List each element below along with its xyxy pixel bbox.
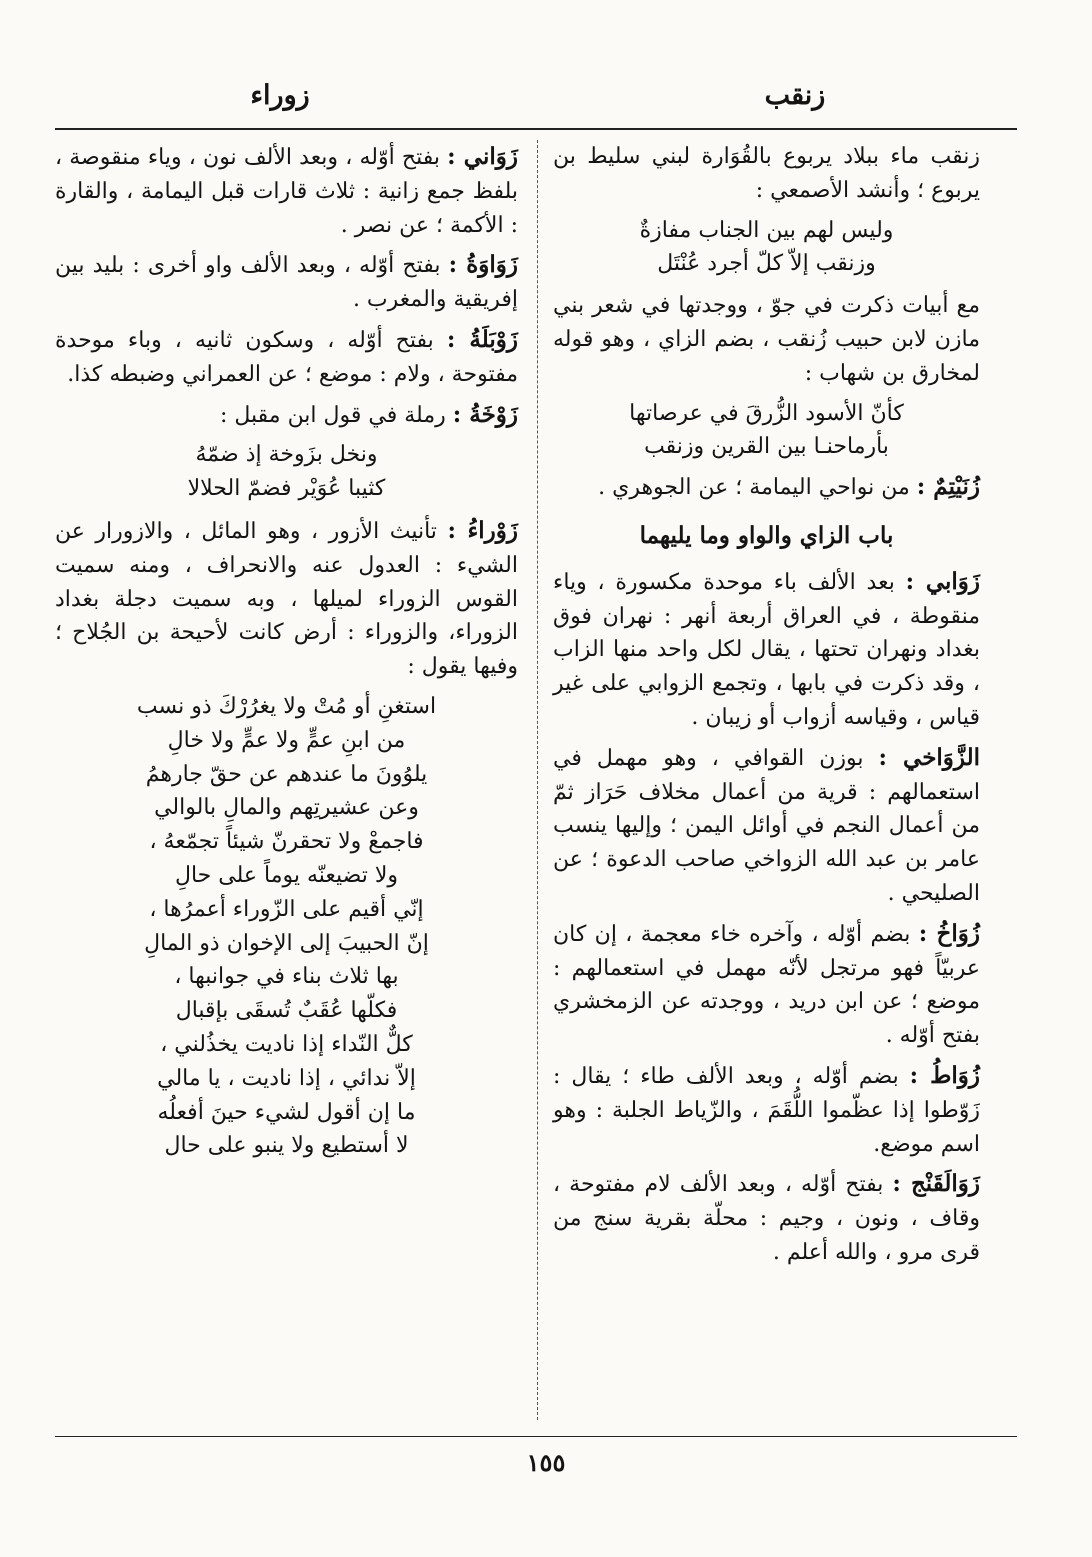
verse-line: بها ثلاث بناء في جوانبها ، — [174, 964, 399, 990]
verse-line: بأرماحنـا بين القرين وزنقب — [644, 434, 889, 460]
entry-text: بوزن القوافي ، وهو مهمل في استعمالهم : قرية من أعمال مخلاف حَرَاز ثمّ من أعمال النجم في أوائل اليمن ؛ وإليها ينسب عامر بن عبد الله الزواخي صاحب الدعوة ؛ عن الصليحي . — [553, 745, 980, 906]
entry-text: بفتح أوّله ، وبعد الألف واو أخرى : بليد بين إفريقية والمغرب . — [55, 253, 518, 313]
entry-text: مع أبيات ذكرت في جوّ ، ووجدتها في شعر بني مازن لابن حبيب زُنقب ، بضم الزاي ، وهو قوله لمخارق بن شهاب : — [553, 293, 980, 386]
entry-headword: زَوَاوَةُ : — [448, 251, 518, 279]
entry-zawra — [55, 514, 518, 684]
verse-line: كلٌّ النّداء إذا ناديت يخذُلني ، — [160, 1031, 413, 1057]
entry-zawani — [55, 140, 518, 242]
entry-headword: زَوَالَقَنْج : — [892, 1170, 980, 1198]
entry-text: بعد الألف باء موحدة مكسورة ، وياء منقوطة ، في العراق أربعة أنهر : نهران فوق بغداد ونهران تحتها ، يقال لكل واحد منها الزاب ، وقد ذكرت في بابها ، وتجمع الزوابي على غير قياس ، وقياسه أزواب أو زيبان . — [553, 569, 980, 730]
footer-rule — [55, 1436, 1017, 1437]
verse-line: يلوُونَ ما عندهم عن حقّ جارهمُ — [145, 761, 428, 787]
entry-text: زنقب ماء ببلاد يربوع بالقُوَارة لبني سليط بن يربوع ؛ وأنشد الأصمعي : — [553, 144, 980, 203]
entry-text: بفتح أوّله ، وبعد الألف نون ، وياء منقوصة ، بلفظ جمع زانية : ثلاث قارات قبل اليمامة ، والقارة : الأكمة ؛ عن نصر . — [55, 145, 518, 238]
verse-block — [55, 438, 518, 506]
verse-line: استغنِ أو مُتْ ولا يغرُرْكَ ذو نسب — [136, 693, 437, 719]
verse-line: إلاّ ندائي ، إذا ناديت ، يا مالي — [157, 1065, 416, 1091]
entry-zawbala — [55, 323, 518, 392]
entry-zawkha — [55, 398, 518, 433]
entry-text: بفتح أوّله ، وسكون ثانيه ، وباء موحدة مفتوحة ، ولام : موضع ؛ عن العمراني وضبطه كذا. — [55, 327, 518, 387]
entry-headword: زَوَابي : — [905, 567, 980, 595]
entry-headword: زُوَاخُ : — [918, 919, 980, 947]
verse-line: من ابنِ عمٍّ ولا عمٍّ ولا خالِ — [167, 727, 406, 753]
verse-block — [553, 214, 980, 282]
entry-znqb — [553, 140, 980, 208]
verse-line: كأنّ الأسود الزُّرقَ في عرصاتها — [629, 400, 904, 426]
entry-headword: زَوْراءُ : — [447, 516, 518, 544]
verse-line: ونخل بزَوخة إذ ضمّهُ — [195, 442, 378, 468]
verse-line: وعن عشيرتِهم والمالِ بالوالي — [154, 795, 419, 821]
entry-zawakhi — [553, 741, 980, 911]
entry-zawalqanj — [553, 1167, 980, 1269]
entry-text: بضم أوّله ، وآخره خاء معجمة ، إن كان عربيّاً فهو مرتجل لأنّه مهمل في استعمالهم : موضع ؛ عن ابن دريد ، ووجدته عن الزمخشري بفتح أوّله . — [553, 921, 980, 1049]
right-column — [553, 140, 980, 1276]
entry-text: رملة في قول ابن مقبل : — [219, 402, 446, 428]
entry-headword: زَوَاني : — [447, 143, 518, 170]
verse-line: لا أستطيع ولا ينبو على حال — [164, 1133, 409, 1159]
entry-zuwat — [553, 1059, 980, 1161]
entry-headword: زَوْبَلَةُ : — [446, 325, 518, 353]
entry-headword: زُنَيْتِمٌ : — [916, 473, 980, 501]
verse-line: فاجمعْ ولا تحقرنّ شيئاً تجمّعهُ ، — [149, 829, 424, 855]
verse-line: ما إن أقول لشيء حينَ أفعلُه — [157, 1099, 416, 1125]
section-title: باب الزاي والواو وما يليهما — [639, 521, 894, 549]
page-number: ١٥٥ — [526, 1448, 566, 1477]
entry-zawabi — [553, 565, 980, 735]
verse-block — [553, 397, 980, 465]
entry-znaytim — [553, 470, 980, 505]
verse-line: إنّي أقيم على الزّوراء أعمرُها ، — [149, 896, 424, 922]
entry-headword: زَوْخَةُ : — [452, 400, 518, 428]
verse-line: وليس لهم بين الجناب مفازةٌ — [639, 217, 894, 243]
running-head-left: زوراء — [250, 80, 310, 111]
entry-headword: زُوَاطُ : — [909, 1061, 980, 1089]
entry-text-continued — [553, 289, 980, 390]
verse-line: فكلّها عُقَبٌ تُسقَى بإقبال — [175, 998, 398, 1024]
entry-zuwakh — [553, 917, 980, 1053]
column-divider — [537, 140, 538, 1420]
entry-text: من نواحي اليمامة ؛ عن الجوهري . — [598, 475, 910, 501]
entry-headword: الزَّوَاخي : — [878, 743, 980, 771]
running-head-right: زنقب — [764, 80, 826, 111]
verse-line: إنّ الحبيبَ إلى الإخوان ذو المالِ — [144, 930, 429, 956]
left-column — [55, 140, 518, 1163]
entry-zawawa — [55, 248, 518, 317]
verse-line: كثيبا عُوَيْر فضمّ الحلالا — [187, 476, 386, 502]
verse-line: ولا تضيعنّه يوماً على حالِ — [174, 862, 399, 888]
verse-block — [55, 690, 518, 1163]
entry-text: بفتح أوّله ، وبعد الألف لام مفتوحة ، وقاف ، ونون ، وجيم : محلّة بقرية سنج من قرى مرو ، والله أعلم . — [553, 1172, 980, 1265]
entry-text: بضم أوّله ، وبعد الألف طاء ؛ يقال : زَوّطوا إذا عظّموا اللُّقَمَ ، والزّياط الجلبة : وهو اسم موضع. — [553, 1063, 980, 1157]
verse-line: وزنقب إلاّ كلّ أجرد عُنْتَل — [657, 251, 876, 277]
header-rule — [55, 128, 1017, 130]
entry-text: تأنيث الأزور ، وهو المائل ، والازورار عن الشيء : العدول عنه والانحراف ، ومنه سميت القوس الزوراء لميلها ، وبه سميت دجلة بغداد الزوراء، والزوراء : أرض كانت لأحيحة بن الجُلاح ؛ وفيها يقول : — [55, 518, 518, 680]
